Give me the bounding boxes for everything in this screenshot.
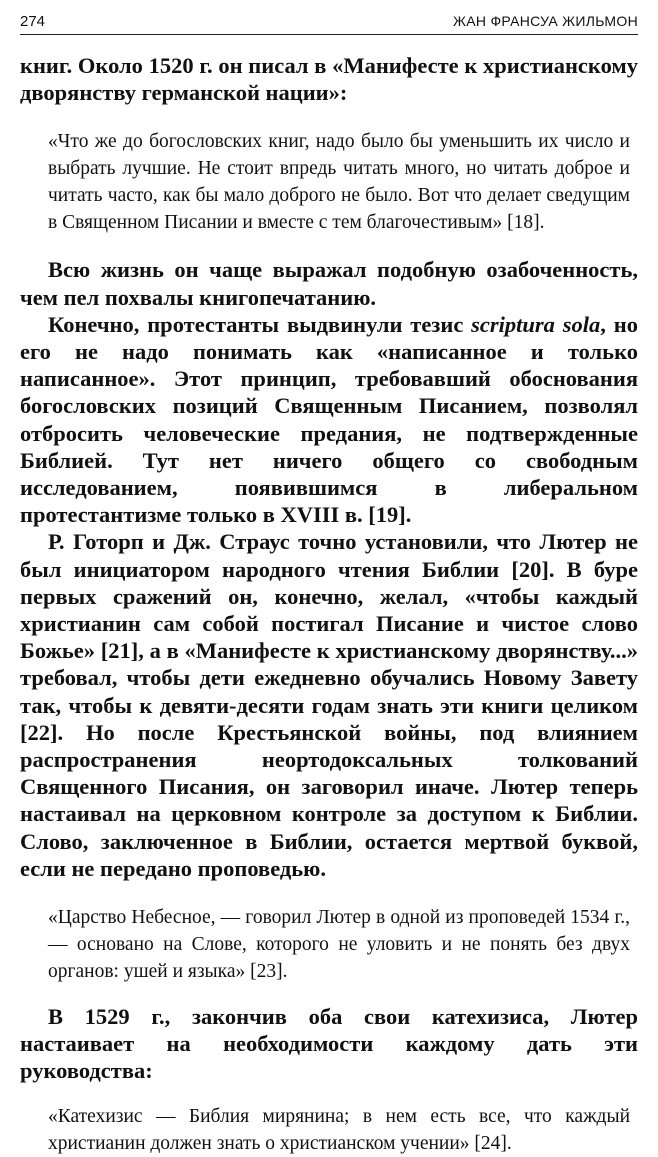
running-title: ЖАН ФРАНСУА ЖИЛЬМОН	[452, 13, 638, 29]
page-number: 274	[20, 13, 46, 30]
page-body	[20, 52, 638, 1157]
block-quote: «Царство Небесное, — говорил Лютер в одной из проповедей 1534 г., — основано на Слове, которого не уловить и не понять без двух органов: ушей и языка» [23].	[48, 907, 630, 983]
latin-term: scriptura sola	[471, 311, 601, 337]
paragraph: книг. Около 1520 г. он писал в «Манифесте к христианскому дворянству германской нации»:	[20, 53, 638, 106]
paragraph: Р. Готорп и Дж. Страус точно установили, что Лютер не был инициатором народного чтения Библии [20]. В буре первых сражений он, конечно, желал, «чтобы каждый христианин сам собой постигал Писание и чистое слово Божье» [21], а в «Манифесте к христианскому дворянству...» требовал, чтобы дети ежедневно обучались Новому Завету так, чтобы к девяти-десяти годам знать эти книги целиком [22]. Но после Крестьянской войны, под влиянием распространения неортодоксальных толкований Священного Писания, он заговорил иначе. Лютер теперь настаивал на церковном контроле за доступом к Библии. Слово, заключенное в Библии, остается мертвой буквой, если не передано проповедью.	[20, 529, 638, 881]
block-quote: «Что же до богословских книг, надо было бы уменьшить их число и выбрать лучшие. Не стоит впредь читать много, но читать доброе и читать часто, как бы мало доброго не было. Вот что делает сведущим в Священном Писании и вместе с тем благочестивым» [18].	[48, 131, 630, 234]
paragraph-text: , но его не надо понимать как «написанное и только написанное». Этот принцип, требовавший обоснования богословских позиций Священным Писанием, позволял отбросить человеческие предания, не подтвержденные Библией. Тут нет ничего общего со свободным исследованием, появившимся в либеральном протестантизме только в XVIII в. [19].	[20, 311, 638, 528]
paragraph-text: Конечно, протестанты выдвинули тезис	[48, 311, 472, 337]
paragraph: В 1529 г., закончив оба свои катехизиса, Лютер настаивает на необходимости каждому дать эти руководства:	[20, 1004, 638, 1084]
paragraph	[20, 311, 638, 529]
block-quote: «Катехизис — Библия мирянина; в нем есть все, что каждый христианин должен знать о христианском учении» [24].	[48, 1105, 630, 1154]
page-header	[20, 8, 638, 35]
paragraph: Всю жизнь он чаще выражал подобную озабоченность, чем пел похвалы книгопечатанию.	[20, 257, 638, 310]
